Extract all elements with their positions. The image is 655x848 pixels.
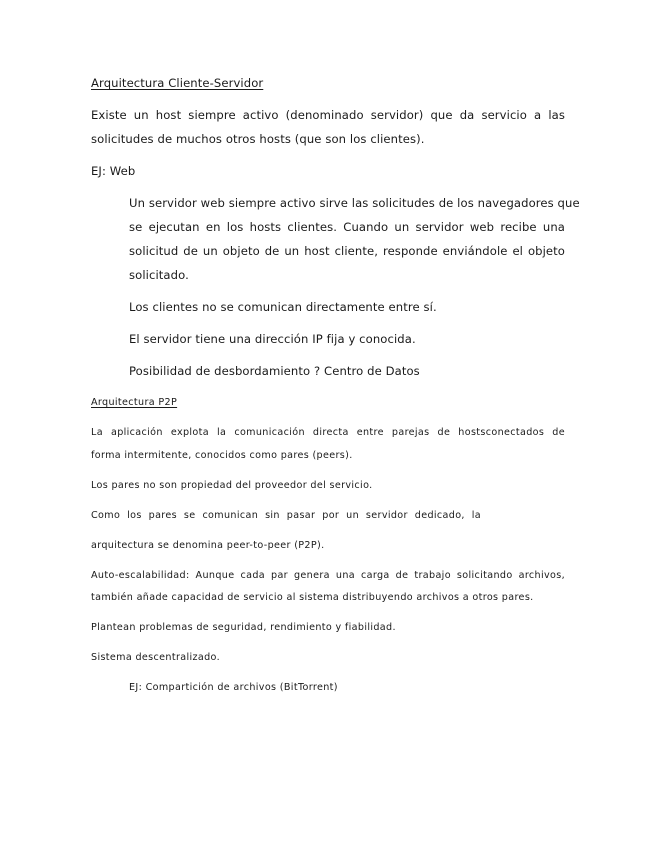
p2p-para-2: Los pares no son propiedad del proveedor del servicio. xyxy=(91,480,373,491)
web-paragraph-line-2: se ejecutan en los hosts clientes. Cuando un servidor web recibe una xyxy=(129,220,565,234)
section-title-p2p: Arquitectura P2P xyxy=(91,397,178,408)
point-overflow-datacenter: Posibilidad de desbordamiento ? Centro de Datos xyxy=(129,364,420,378)
p2p-para-3: Como los pares se comunican sin pasar por un servidor dedicado, la xyxy=(91,510,481,521)
p2p-para-5-line-2: también añade capacidad de servicio al sistema distribuyendo archivos a otros pares. xyxy=(91,592,534,603)
web-paragraph-line-4: solicitado. xyxy=(129,268,189,282)
intro-line-1: Existe un host siempre activo (denominado servidor) que da servicio a las xyxy=(91,108,565,122)
section-title-client-server: Arquitectura Cliente-Servidor xyxy=(91,76,264,90)
p2p-para-1-line-1: La aplicación explota la comunicación directa entre parejas de hostsconectados de xyxy=(91,427,565,438)
example-label-web: EJ: Web xyxy=(91,164,136,178)
web-paragraph-line-1: Un servidor web siempre activo sirve las solicitudes de los navegadores que xyxy=(129,196,580,210)
p2p-para-7: Sistema descentralizado. xyxy=(91,652,221,663)
point-fixed-ip: El servidor tiene una dirección IP fija y conocida. xyxy=(129,332,416,346)
p2p-para-1-line-2: forma intermitente, conocidos como pares (peers). xyxy=(91,450,353,461)
p2p-example-bittorrent: EJ: Compartición de archivos (BitTorrent) xyxy=(129,682,338,693)
point-clients-no-communicate: Los clientes no se comunican directamente entre sí. xyxy=(129,300,437,314)
p2p-para-6: Plantean problemas de seguridad, rendimiento y fiabilidad. xyxy=(91,622,396,633)
intro-line-2: solicitudes de muchos otros hosts (que son los clientes). xyxy=(91,132,425,146)
web-paragraph-line-3: solicitud de un objeto de un host cliente, responde enviándole el objeto xyxy=(129,244,565,258)
p2p-para-5-line-1: Auto-escalabilidad: Aunque cada par genera una carga de trabajo solicitando archivos, xyxy=(91,570,565,581)
p2p-para-4: arquitectura se denomina peer-to-peer (P2P). xyxy=(91,540,325,551)
